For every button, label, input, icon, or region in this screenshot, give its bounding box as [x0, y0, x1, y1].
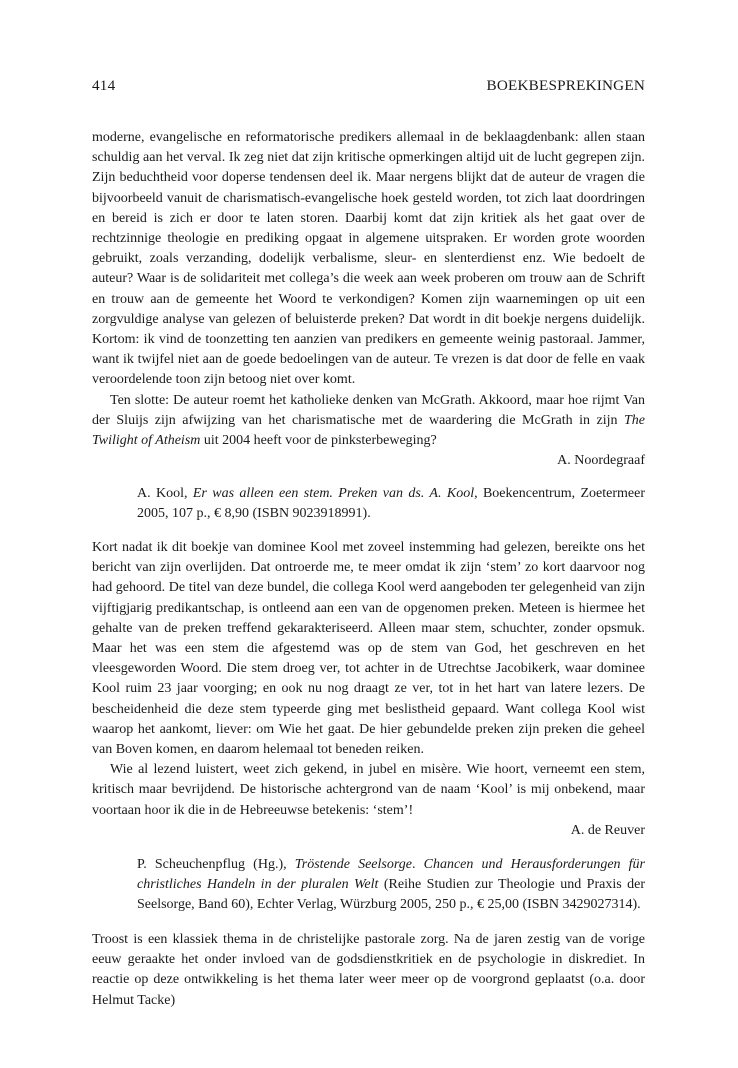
book-title: Tröstende Seelsorge: [294, 857, 412, 872]
title-separator: .: [412, 857, 424, 872]
review-kool: [92, 538, 645, 841]
book-title: Er was alleen een stem. Preken van ds. A. Kool: [192, 486, 475, 501]
bibliographic-entry: [137, 484, 645, 524]
review-scheuchenpflug: [92, 930, 645, 1011]
book-title: The Twilight of Atheism: [92, 412, 645, 449]
book-author: A. Kool,: [137, 486, 193, 501]
review-paragraph: [92, 391, 645, 452]
review-continuation: [92, 128, 645, 471]
page-number: 414: [92, 77, 116, 94]
review-paragraph: Kort nadat ik dit boekje van dominee Kool met zoveel instemming had gelezen, bereikte ons het bericht van zijn overlijden. Dat ontroerde me, te meer omdat ik zijn ‘stem’ zo kort daarvoor nog had gehoord. De titel van deze bundel, die collega Kool werd aangeboden ter gelegenheid van zijn vijftigjarig predikantschap, is ontleend aan een van de opgenomen preken. Meteen is hiermee het gehalte van de preken treffend gekarakteriseerd. Alleen maar stem, schuchter, zonder opsmuk. Maar het was een stem die afgestemd was op de stem van God, het geschreven en het vleesgeworden Woord. Die stem droeg ver, tot achter in de Utrechtse Jacobikerk, waar dominee Kool ruim 23 jaar voorging; en ook nu nog draagt ze ver, tot in het hart van latere lezers. De bescheidenheid die deze stem typeerde ging met beslistheid gepaard. Want collega Kool wist waarop het aankomt, liever: om Wie het gaat. De hier gebundelde preken zijn preken die geheel van Boven komen, en daarom helemaal tot beneden reiken.: [92, 540, 645, 758]
publication-details: , Boekencentrum, Zoetermeer 2005, 107 p., € 8,90 (ISBN 9023918991).: [137, 486, 645, 522]
book-author: P. Scheuchenpflug (Hg.),: [137, 857, 295, 872]
running-header: [92, 77, 645, 95]
review-paragraph: Wie al lezend luistert, weet zich gekend, in jubel en misère. Wie hoort, verneemt een stem, kritisch maar bevrijdend. De historische achtergrond van de naam ‘Kool’ is mij onbekend, maar voortaan hoor ik die in de Hebreeuwse betekenis: ‘stem’!: [92, 762, 645, 818]
running-title: BOEKBESPREKINGEN: [486, 77, 645, 94]
reviewer-signature: A. de Reuver: [570, 822, 645, 838]
review-paragraph: moderne, evangelische en reformatorische predikers allemaal in de beklaagdenbank: allen staan schuldig aan het verval. Ik zeg niet dat zijn kritische opmerkingen altijd uit de lucht gegrepen zijn. Zijn beduchtheid voor doperse tendensen deel ik. Maar nergens blijkt dat de auteur de vragen die bijvoorbeeld vanuit de charismatisch-evangelische hoek gesteld worden, tot zich laat doordringen en bereid is zich er door te laten storen. Daarbij komt dat zijn kritiek als het gaat over de rechtzinnige theologie en prediking opgaat in algemene uitspraken. Er worden grote woorden gebruikt, zoals verzanding, dodelijk verbalisme, sleur- en slenterdienst enz. Wie bedoelt de auteur? Waar is de solidariteit met collega’s die week aan week proberen om trouw aan de Schrift en trouw aan de gemeente het Woord te verkondigen? Komen zijn waarnemingen op uit een zorgvuldige analyse van gelezen of beluisterde preken? Dat wordt in dit boekje nergens duidelijk. Kortom: ik vind de toonzetting ten aanzien van predikers en gemeente weinig pastoraal. Jammer, want ik twijfel niet aan de goede bedoelingen van de auteur. Te vrezen is dat door de felle en vaak veroordelende toon zijn betoog niet over komt.: [92, 130, 645, 388]
publication-details: (Reihe Studien zur Theologie und Praxis der Seelsorge, Band 60), Echter Verlag, Würzburg 2005, 250 p., € 25,00 (ISBN 3429027314).: [137, 877, 645, 913]
reviewer-signature: A. Noordegraaf: [557, 453, 645, 469]
bibliographic-entry: [137, 855, 645, 916]
book-subtitle: Chancen und Herausforderungen für christliches Handeln in der pluralen Welt: [137, 857, 646, 893]
paragraph-text: uit 2004 heeft voor de pinksterbeweging?: [200, 433, 437, 449]
review-paragraph: Troost is een klassiek thema in de christelijke pastorale zorg. Na de jaren zestig van de vorige eeuw geraakte het onder invloed van de godsdienstkritiek en de psychologie in diskrediet. In reactie op deze ontwikkeling is het thema later weer meer op de voorgrond geplaatst (o.a. door Helmut Tacke): [92, 932, 645, 1008]
paragraph-text: Ten slotte: De auteur roemt het katholieke denken van McGrath. Akkoord, maar hoe rijmt Van der Sluijs zijn afwijzing van het charismatische met de waardering die McGrath in zijn: [92, 392, 645, 428]
